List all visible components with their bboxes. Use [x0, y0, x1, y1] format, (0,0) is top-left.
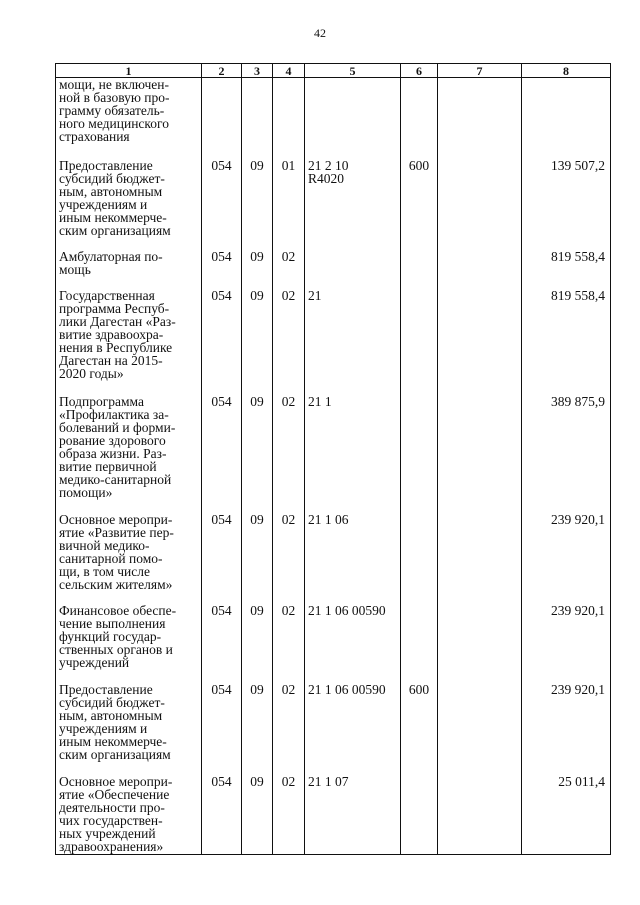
- row-name-text: Государственная программа Респуб- лики Дагестан «Раз- витие здравоохра- нения в Республике Дагестан на 2015- 2020 годы»: [59, 287, 176, 381]
- cell-value: 239 920,1: [551, 681, 605, 697]
- column-6-cell: [401, 78, 438, 159]
- row-name-text: Основное меропри- ятие «Развитие пер- вичной медико- санитарной помо- щи, в том числе сельским жителям»: [59, 511, 174, 592]
- cell-value: 09: [250, 681, 264, 697]
- column-header-2: 2: [202, 64, 242, 78]
- column-7-cell: [438, 513, 522, 604]
- column-3-cell: [242, 683, 273, 775]
- cell-value: 389 875,9: [551, 393, 605, 409]
- row-name-text: Предоставление субсидий бюджет- ным, автономным учреждениям и иным некоммерче- ским организациям: [59, 157, 171, 238]
- column-5-cell: [305, 395, 401, 513]
- column-6-cell: [401, 513, 438, 604]
- row-name-text: Финансовое обеспе- чение выполнения функций государ- ственных органов и учреждений: [59, 602, 177, 670]
- cell-value: 054: [211, 602, 232, 618]
- column-7-cell: [438, 78, 522, 159]
- column-header-7: 7: [438, 64, 522, 78]
- cell-value: 600: [408, 157, 430, 173]
- header-row: [56, 64, 611, 78]
- cell-value: 21 1: [308, 393, 332, 409]
- column-2-cell: [202, 159, 242, 250]
- cell-value: 054: [211, 511, 232, 527]
- column-7-cell: [438, 289, 522, 395]
- cell-value: 819 558,4: [551, 248, 605, 264]
- table-row: [56, 604, 611, 683]
- table-body: [56, 78, 611, 855]
- column-5-cell: [305, 604, 401, 683]
- cell-value: 054: [211, 393, 232, 409]
- column-3-cell: [242, 289, 273, 395]
- column-2-cell: [202, 250, 242, 289]
- row-name-cell: [56, 159, 202, 250]
- cell-value: 239 920,1: [551, 602, 605, 618]
- column-header-6: 6: [401, 64, 438, 78]
- cell-value: 09: [250, 602, 264, 618]
- column-4-cell: [273, 775, 305, 855]
- table-row: [56, 289, 611, 395]
- column-4-cell: [273, 604, 305, 683]
- cell-value: 09: [250, 157, 264, 173]
- column-5-cell: [305, 159, 401, 250]
- row-name-cell: [56, 395, 202, 513]
- column-3-cell: [242, 604, 273, 683]
- cell-value: 25 011,4: [558, 773, 605, 789]
- column-8-cell: [522, 775, 611, 855]
- column-2-cell: [202, 395, 242, 513]
- table-row: [56, 683, 611, 775]
- cell-value: 21: [308, 287, 322, 303]
- cell-value: 21 2 10 R4020: [308, 157, 349, 186]
- table-row: [56, 513, 611, 604]
- column-header-3: 3: [242, 64, 273, 78]
- cell-value: 09: [250, 393, 264, 409]
- page-number: 42: [314, 26, 326, 40]
- column-3-cell: [242, 775, 273, 855]
- column-3-cell: [242, 513, 273, 604]
- column-4-cell: [273, 683, 305, 775]
- table-row: [56, 395, 611, 513]
- column-7-cell: [438, 159, 522, 250]
- column-5-cell: [305, 289, 401, 395]
- cell-value: 02: [281, 287, 296, 303]
- column-7-cell: [438, 395, 522, 513]
- row-name-text: Подпрограмма «Профилактика за- болеваний и форми- рование здорового образа жизни. Раз- витие первичной медико-санитарной помощи»: [59, 393, 176, 500]
- cell-value: 02: [281, 511, 296, 527]
- cell-value: 21 1 06 00590: [308, 681, 386, 697]
- column-5-cell: [305, 250, 401, 289]
- cell-value: 054: [211, 681, 232, 697]
- column-8-cell: [522, 250, 611, 289]
- column-8-cell: [522, 513, 611, 604]
- column-header-8: 8: [522, 64, 611, 78]
- column-3-cell: [242, 250, 273, 289]
- cell-value: 21 1 07: [308, 773, 349, 789]
- cell-value: 600: [408, 681, 430, 697]
- table-header: [56, 64, 611, 78]
- column-7-cell: [438, 250, 522, 289]
- column-3-cell: [242, 395, 273, 513]
- column-6-cell: [401, 159, 438, 250]
- column-2-cell: [202, 604, 242, 683]
- column-5-cell: [305, 513, 401, 604]
- column-6-cell: [401, 604, 438, 683]
- cell-value: 054: [211, 248, 232, 264]
- row-name-text: Амбулаторная по- мощь: [59, 248, 163, 277]
- row-name-text: Предоставление субсидий бюджет- ным, автономным учреждениям и иным некоммерче- ским организациям: [59, 681, 171, 762]
- column-8-cell: [522, 683, 611, 775]
- column-6-cell: [401, 775, 438, 855]
- row-name-cell: [56, 78, 202, 159]
- column-8-cell: [522, 604, 611, 683]
- column-2-cell: [202, 683, 242, 775]
- column-header-5: 5: [305, 64, 401, 78]
- column-3-cell: [242, 159, 273, 250]
- column-6-cell: [401, 395, 438, 513]
- row-name-cell: [56, 775, 202, 855]
- cell-value: 09: [250, 511, 264, 527]
- column-4-cell: [273, 513, 305, 604]
- column-8-cell: [522, 395, 611, 513]
- column-4-cell: [273, 159, 305, 250]
- table-row: [56, 250, 611, 289]
- cell-value: 02: [281, 393, 296, 409]
- cell-value: 09: [250, 248, 264, 264]
- column-4-cell: [273, 395, 305, 513]
- budget-table: [55, 63, 611, 855]
- cell-value: 054: [211, 773, 232, 789]
- row-name-cell: [56, 604, 202, 683]
- column-8-cell: [522, 159, 611, 250]
- column-3-cell: [242, 78, 273, 159]
- column-7-cell: [438, 775, 522, 855]
- row-name-cell: [56, 250, 202, 289]
- cell-value: 02: [281, 773, 296, 789]
- cell-value: 09: [250, 773, 264, 789]
- cell-value: 054: [211, 287, 232, 303]
- row-name-cell: [56, 513, 202, 604]
- column-4-cell: [273, 289, 305, 395]
- column-2-cell: [202, 513, 242, 604]
- cell-value: 09: [250, 287, 264, 303]
- row-name-cell: [56, 683, 202, 775]
- column-header-1: 1: [56, 64, 202, 78]
- column-5-cell: [305, 775, 401, 855]
- cell-value: 819 558,4: [551, 287, 605, 303]
- cell-value: 01: [281, 157, 296, 173]
- column-2-cell: [202, 289, 242, 395]
- column-8-cell: [522, 289, 611, 395]
- table-row: [56, 159, 611, 250]
- table-row: [56, 775, 611, 855]
- column-8-cell: [522, 78, 611, 159]
- cell-value: 239 920,1: [551, 511, 605, 527]
- column-4-cell: [273, 78, 305, 159]
- row-name-cell: [56, 289, 202, 395]
- column-2-cell: [202, 775, 242, 855]
- column-7-cell: [438, 604, 522, 683]
- cell-value: 21 1 06: [308, 511, 349, 527]
- cell-value: 02: [281, 248, 296, 264]
- row-name-text: мощи, не включен- ной в базовую про- грамму обязатель- ного медицинского страхования: [59, 77, 170, 144]
- cell-value: 02: [281, 681, 296, 697]
- column-6-cell: [401, 250, 438, 289]
- cell-value: 054: [211, 157, 232, 173]
- cell-value: 139 507,2: [551, 157, 605, 173]
- column-7-cell: [438, 683, 522, 775]
- column-6-cell: [401, 683, 438, 775]
- column-5-cell: [305, 78, 401, 159]
- cell-value: 21 1 06 00590: [308, 602, 386, 618]
- column-4-cell: [273, 250, 305, 289]
- column-5-cell: [305, 683, 401, 775]
- column-header-4: 4: [273, 64, 305, 78]
- cell-value: 02: [281, 602, 296, 618]
- column-2-cell: [202, 78, 242, 159]
- table-row: [56, 78, 611, 159]
- row-name-text: Основное меропри- ятие «Обеспечение деятельности про- чих государствен- ных учреждений здравоохранения»: [59, 773, 173, 854]
- column-6-cell: [401, 289, 438, 395]
